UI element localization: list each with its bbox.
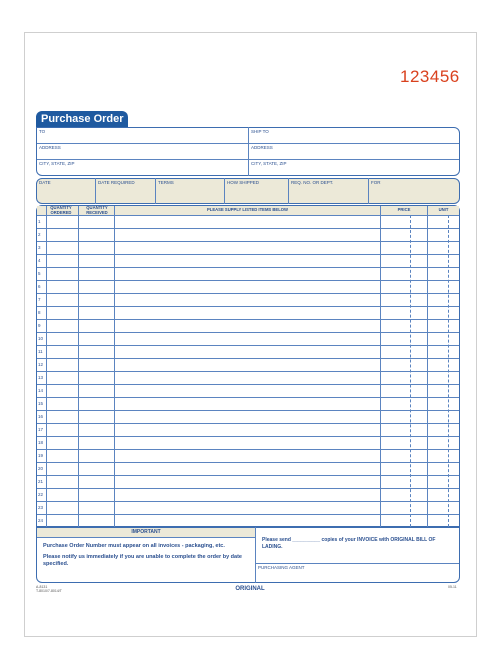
table-row [37, 358, 459, 359]
important-line-1: Purchase Order Number must appear on all invoices - packaging, etc. [43, 543, 225, 549]
qty-ordered-header: QUANTITY ORDERED [50, 205, 72, 215]
address-line [37, 159, 459, 160]
row-number: 17 [38, 427, 44, 432]
purchasing-agent-label: PURCHASING AGENT [258, 565, 305, 570]
form-code-right: 05-11 [448, 585, 457, 589]
ship-to-label: SHIP TO [251, 129, 269, 134]
row-number: 13 [38, 375, 44, 380]
row-number: 4 [38, 258, 41, 263]
to-label: TO [39, 129, 46, 134]
table-row [37, 384, 459, 385]
row-number: 11 [38, 349, 43, 354]
table-row [37, 488, 459, 489]
price-header: PRICE [397, 207, 411, 212]
table-row [37, 423, 459, 424]
row-number: 15 [38, 401, 44, 406]
table-row [37, 397, 459, 398]
row-number: 9 [38, 323, 41, 328]
copy-label: ORIGINAL [235, 586, 265, 592]
row-number: 2 [38, 232, 41, 237]
date-required-label: DATE REQUIRED [98, 180, 135, 185]
table-row [37, 319, 459, 320]
table-row [37, 501, 459, 502]
terms-label: TERMS [158, 180, 174, 185]
row-number: 6 [38, 284, 41, 289]
address-label-right: ADDRESS [251, 145, 273, 150]
table-row [37, 267, 459, 268]
row-number: 1 [38, 219, 41, 224]
table-row [37, 449, 459, 450]
agent-rule [256, 563, 459, 564]
table-row [37, 436, 459, 437]
table-row [37, 306, 459, 307]
important-heading: IMPORTANT [131, 529, 161, 535]
form-code-1: A-8131 [36, 585, 48, 589]
table-row [37, 241, 459, 242]
for-label: FOR [371, 180, 381, 185]
send-copies-note: Please send __________ copies of your INVOICE with ORIGINAL BILL OF LADING. [262, 537, 436, 550]
row-number: 19 [38, 453, 44, 458]
row-number: 16 [38, 414, 44, 419]
form-code-2: T-8010/7-8014/T [36, 589, 62, 593]
table-row [37, 410, 459, 411]
row-number: 20 [38, 466, 44, 471]
po-number: 123456 [400, 67, 460, 86]
row-number: 18 [38, 440, 44, 445]
row-number: 24 [38, 518, 44, 523]
info-divider [155, 178, 156, 204]
table-row [37, 371, 459, 372]
items-header: PLEASE SUPPLY LISTED ITEMS BELOW [207, 207, 288, 212]
address-line [37, 143, 459, 144]
info-divider [288, 178, 289, 204]
row-number: 7 [38, 297, 41, 302]
how-shipped-label: HOW SHIPPED [227, 180, 260, 185]
row-number: 21 [38, 479, 44, 484]
bottom-divider [255, 527, 256, 583]
table-row [37, 228, 459, 229]
row-number: 22 [38, 492, 44, 497]
important-line-2: Please notify us immediately if you are unable to complete the order by date specified. [43, 554, 242, 567]
info-divider [224, 178, 225, 204]
req-no-label: REQ. NO. OR DEPT. [291, 180, 334, 185]
qty-received-header: QUANTITY RECEIVED [86, 205, 108, 215]
row-number: 10 [38, 336, 44, 341]
row-number: 14 [38, 388, 44, 393]
city-label-left: CITY, STATE, ZIP [39, 161, 75, 166]
row-number: 5 [38, 271, 41, 276]
table-row [37, 293, 459, 294]
table-row [37, 462, 459, 463]
table-row [37, 332, 459, 333]
city-label-right: CITY, STATE, ZIP [251, 161, 287, 166]
table-row [37, 514, 459, 515]
address-label-left: ADDRESS [39, 145, 61, 150]
unit-header: UNIT [438, 207, 449, 212]
table-row [37, 345, 459, 346]
table-row [37, 254, 459, 255]
header-rule [37, 215, 459, 216]
date-label: DATE [39, 180, 51, 185]
important-rule [37, 537, 255, 538]
table-row [37, 280, 459, 281]
info-divider [368, 178, 369, 204]
form-title: Purchase Order [36, 111, 128, 128]
address-divider [248, 127, 249, 176]
row-number: 3 [38, 245, 41, 250]
row-number: 12 [38, 362, 44, 367]
info-divider [95, 178, 96, 204]
table-row [37, 475, 459, 476]
row-number: 8 [38, 310, 41, 315]
row-number: 23 [38, 505, 44, 510]
